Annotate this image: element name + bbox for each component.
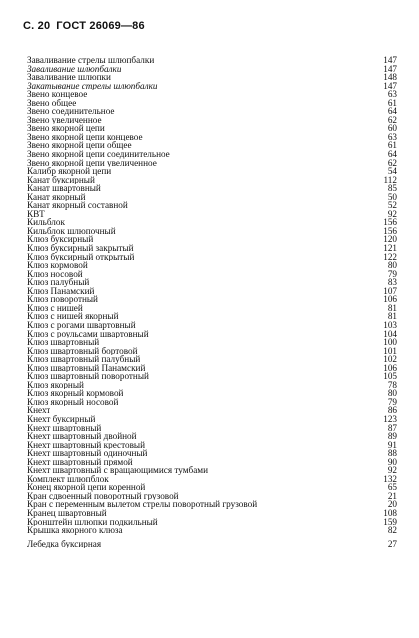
- index-entry: [27, 518, 397, 527]
- index-page-number: 85: [387, 183, 397, 194]
- index-term: Закатывание стрелы шлюпбалки: [27, 81, 158, 91]
- index-term: Звено якорной цепи соединительное: [27, 150, 170, 159]
- index-page-number: 61: [387, 97, 397, 108]
- index-term: Клюз буксирный: [27, 235, 94, 245]
- index-page-number: 92: [387, 208, 397, 219]
- index-page-number: 122: [383, 251, 397, 262]
- index-page-number: 90: [387, 456, 397, 467]
- index-term: Кнехт швартовный с вращающимися тумбами: [27, 466, 209, 475]
- index-term: Звено якорной цепи увеличенное: [27, 158, 157, 168]
- index-term: Звено якорной цепи общее: [27, 141, 132, 151]
- index-term: Калибр якорной цепи: [27, 167, 112, 176]
- index-page-number: 100: [383, 337, 397, 348]
- index-term: Клюз с рогами швартовный: [27, 320, 136, 330]
- index-page-number: 91: [387, 439, 397, 450]
- index-term: Клюз Панамский: [27, 286, 95, 296]
- index-entry: [27, 99, 397, 108]
- index-entry: [27, 176, 397, 185]
- index-term: Кронштейн шлюпки подкильный: [27, 517, 158, 527]
- index-entry: [27, 500, 397, 509]
- index-entry: [27, 73, 397, 82]
- index-page-number: 81: [387, 311, 397, 322]
- index-entry: [27, 304, 397, 313]
- index-page-number: 156: [383, 225, 397, 236]
- index-entry: [27, 141, 397, 150]
- index-term: Заваливание стрелы шлюпбалки: [27, 56, 155, 65]
- index-entry: [27, 56, 397, 65]
- index-page-number: 132: [383, 473, 397, 484]
- index-entry: [27, 398, 397, 407]
- index-term: Клюз носовой: [27, 269, 83, 279]
- index-entry: [27, 244, 397, 253]
- index-term: Клюз якорный носовой: [27, 397, 119, 407]
- index-page-number: 107: [383, 285, 397, 296]
- index-entry: [27, 159, 397, 168]
- index-entry: [27, 372, 397, 381]
- index-entry: [27, 449, 397, 458]
- index-entry: [27, 82, 397, 91]
- index-term: Клюз швартовный палубный: [27, 355, 141, 364]
- index-entry: [27, 458, 397, 467]
- index-page-number: 86: [387, 405, 397, 416]
- index-term: Звено соединительное: [27, 107, 115, 116]
- index-entry: [27, 193, 397, 202]
- index-entry: [27, 432, 397, 441]
- index-term: Звено общее: [27, 98, 77, 108]
- index-page-number: 101: [383, 345, 397, 356]
- index-page-number: 52: [387, 200, 397, 211]
- index-page-number: 27: [387, 538, 397, 549]
- index-page-number: 105: [383, 371, 397, 382]
- index-entry: [27, 347, 397, 356]
- index-entry: [27, 330, 397, 339]
- index-entry: [27, 321, 397, 330]
- index-term: Клюз швартовный Панамский: [27, 363, 146, 373]
- index-page-number: 121: [383, 243, 397, 254]
- page-number: С. 20: [23, 20, 51, 32]
- index-page-number: 147: [383, 55, 397, 65]
- index-term: Заваливание шлюпбалки: [27, 64, 122, 74]
- index-term: Кнехт швартовный крестовый: [27, 440, 146, 450]
- index-page-number: 102: [383, 354, 397, 365]
- index-page-number: 63: [387, 131, 397, 142]
- index-term: Клюз швартовный бортовой: [27, 346, 138, 356]
- index-term: Кран сдвоенный поворотный грузовой: [27, 491, 179, 501]
- index-page-number: 148: [383, 72, 397, 83]
- index-page-number: 147: [383, 63, 397, 74]
- index-page-number: 61: [387, 140, 397, 151]
- index-page-number: 62: [387, 114, 397, 125]
- index-page-number: 123: [383, 413, 397, 424]
- index-page-number: 159: [383, 516, 397, 527]
- index-page-number: 63: [387, 89, 397, 100]
- index-page-number: 79: [387, 268, 397, 279]
- index-term: Лебедка буксирная: [27, 539, 102, 549]
- index-term: Конец якорной цепи коренной: [27, 483, 146, 492]
- index-entry: [27, 295, 397, 304]
- index-page-number: 50: [387, 191, 397, 202]
- index-term: Клюз кормовой: [27, 261, 88, 270]
- index-page-number: 54: [387, 166, 397, 177]
- index-page-number: 64: [387, 106, 397, 117]
- index-term: Кнехт швартовный: [27, 423, 102, 433]
- index-term: Звено концевое: [27, 90, 88, 99]
- index-page-number: 112: [383, 174, 397, 185]
- index-term: Кнехт буксирный: [27, 414, 96, 424]
- index-term: Канат швартовный: [27, 184, 101, 193]
- index-term: Кнехт: [27, 406, 51, 415]
- index-entry: [27, 509, 397, 518]
- index-entry: [27, 441, 397, 450]
- index-term: Звено увеличенное: [27, 115, 102, 125]
- index-term: Клюз с нишей: [27, 303, 83, 313]
- index-page-number: 104: [383, 328, 397, 339]
- index-entry: [27, 526, 397, 535]
- index-term: Кнехт швартовный прямой: [27, 457, 133, 467]
- index-page-number: 21: [387, 490, 397, 501]
- index-entry: [27, 107, 397, 116]
- index-page-number: 65: [387, 482, 397, 493]
- index-page-number: 81: [387, 302, 397, 313]
- index-term: Заваливание шлюпки: [27, 73, 111, 82]
- index-entry: [27, 355, 397, 364]
- index-entry: [27, 492, 397, 501]
- index-entry: [27, 483, 397, 492]
- index-term: Клюз швартовный поворотный: [27, 372, 149, 381]
- index-entry: [27, 201, 397, 210]
- index-term: Кран с переменным вылетом стрелы поворотный грузовой: [27, 500, 258, 509]
- index-term: Кильблок: [27, 218, 65, 227]
- index-page-number: 147: [383, 80, 397, 91]
- index-entry: [27, 261, 397, 270]
- index-term: Звено якорной цепи: [27, 124, 105, 133]
- index-entry: [27, 116, 397, 125]
- index-page-number: 82: [387, 525, 397, 536]
- index-entry: [27, 287, 397, 296]
- index-entry: [27, 278, 397, 287]
- index-term: Кранец швартовный: [27, 508, 107, 518]
- index-term: Кнехт швартовный одиночный: [27, 449, 148, 458]
- index-page-number: 60: [387, 123, 397, 134]
- index-entry: [27, 133, 397, 142]
- index-entry: [27, 167, 397, 176]
- index-entry: [27, 253, 397, 262]
- index-entry: [27, 210, 397, 219]
- index-entry: [27, 184, 397, 193]
- index-entry: [27, 124, 397, 133]
- index-entry: [27, 406, 397, 415]
- index-page-number: 106: [383, 294, 397, 305]
- index-entry: [27, 424, 397, 433]
- index-entry: [27, 218, 397, 227]
- index-term: Клюз якорный: [27, 380, 84, 390]
- index-entry: [27, 389, 397, 398]
- index-page-number: 83: [387, 277, 397, 288]
- index-term: КВТ: [27, 209, 45, 219]
- index-entry: [27, 540, 397, 549]
- standard-code: ГОСТ 26069—86: [56, 20, 145, 32]
- index-term: Клюз якорный кормовой: [27, 389, 124, 398]
- index-term: Канат якорный: [27, 192, 86, 202]
- index-entry: [27, 270, 397, 279]
- index-page-number: 87: [387, 422, 397, 433]
- index-page-number: 120: [383, 234, 397, 245]
- index-term: Клюз буксирный открытый: [27, 252, 135, 262]
- index-term: Кнехт швартовный двойной: [27, 432, 137, 441]
- index-entry: [27, 466, 397, 475]
- index-page-number: 92: [387, 465, 397, 476]
- index-term: Клюз с нишей якорный: [27, 312, 119, 321]
- index-page-number: 88: [387, 448, 397, 459]
- index-entry: [27, 312, 397, 321]
- index-page-number: 80: [387, 388, 397, 399]
- index-term: Клюз швартовный: [27, 338, 100, 347]
- page-header: [23, 20, 145, 32]
- index-entry: [27, 90, 397, 99]
- index-term: Канат буксирный: [27, 175, 95, 185]
- index-entry: [27, 235, 397, 244]
- index-page-number: 20: [387, 499, 397, 510]
- index-page-number: 89: [387, 431, 397, 442]
- index-page-number: 78: [387, 379, 397, 390]
- term-index-list: [27, 56, 397, 548]
- index-page-number: 62: [387, 157, 397, 168]
- index-entry: [27, 65, 397, 74]
- index-page-number: 106: [383, 362, 397, 373]
- index-entry: [27, 150, 397, 159]
- index-term: Комплект шлюпблок: [27, 474, 109, 484]
- index-page-number: 64: [387, 149, 397, 160]
- index-page-number: 103: [383, 319, 397, 330]
- index-term: Клюз с роульсами швартовный: [27, 329, 149, 339]
- index-term: Клюз палубный: [27, 278, 90, 287]
- index-term: Клюз буксирный закрытый: [27, 244, 134, 253]
- index-page-number: 108: [383, 507, 397, 518]
- index-entry: [27, 381, 397, 390]
- index-entry: [27, 415, 397, 424]
- index-term: Звено якорной цепи концевое: [27, 132, 143, 142]
- index-term: Кильблок шлюпочный: [27, 226, 116, 236]
- index-page-number: 79: [387, 396, 397, 407]
- index-entry: [27, 227, 397, 236]
- index-term: Крышка якорного клюза: [27, 526, 123, 535]
- index-entry: [27, 338, 397, 347]
- index-entry: [27, 364, 397, 373]
- index-page-number: 80: [387, 260, 397, 271]
- index-page-number: 156: [383, 217, 397, 228]
- index-term: Клюз поворотный: [27, 295, 98, 304]
- index-term: Канат якорный составной: [27, 201, 128, 210]
- index-entry: [27, 475, 397, 484]
